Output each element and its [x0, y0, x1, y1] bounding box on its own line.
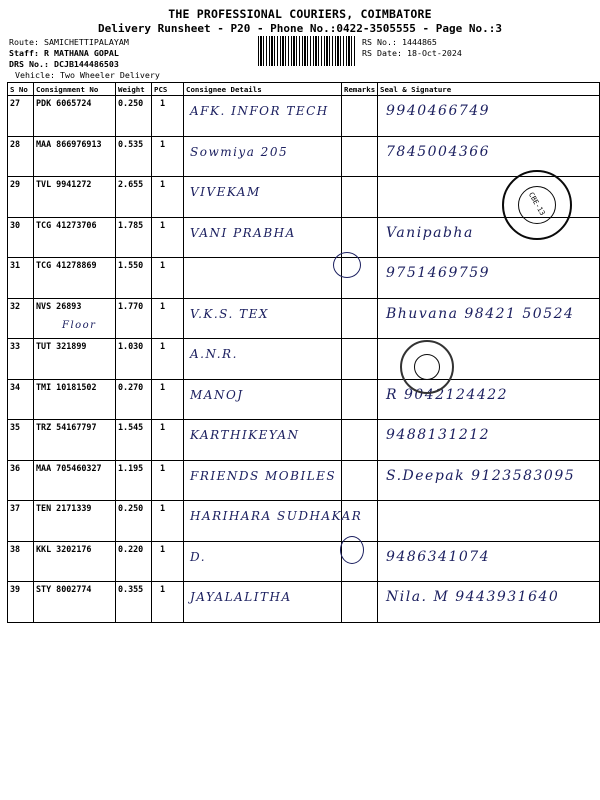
cell-consignment-no-text: NVS 26893 — [36, 300, 82, 311]
handwritten-note: Floor — [62, 319, 97, 331]
cell-sno — [8, 339, 34, 380]
cell-consignment-no-text: TEN 2171339 — [36, 503, 92, 513]
cell-remarks — [342, 96, 378, 137]
table-row — [8, 96, 600, 137]
handwritten-consignee: AFK. INFOR TECH — [190, 104, 329, 118]
cell-seal-signature — [378, 96, 600, 137]
staff-label: Staff: R MATHANA GOPAL — [9, 48, 119, 58]
cell-seal-signature — [378, 460, 600, 501]
cell-sno-text: 36 — [10, 462, 21, 473]
cell-consignment-no — [34, 582, 116, 623]
cell-sno-text: 39 — [10, 584, 21, 594]
cell-weight — [116, 460, 152, 501]
handwritten-consignee: KARTHIKEYAN — [190, 428, 300, 442]
vehicle-label: Vehicle: Two Wheeler Delivery — [15, 70, 160, 80]
cell-pcs-text: 1 — [160, 584, 166, 594]
barcode — [258, 36, 356, 66]
cell-sno — [8, 136, 34, 177]
cell-sno — [8, 541, 34, 582]
table-row — [8, 258, 600, 299]
cell-consignment-no — [34, 298, 116, 339]
handwritten-signature: Nila. M 9443931640 — [386, 589, 560, 605]
table-row — [8, 379, 600, 420]
cell-remarks — [342, 582, 378, 623]
col-sno: S No — [8, 83, 34, 96]
handwritten-signature: 9751469759 — [386, 265, 491, 281]
cell-consignee — [184, 582, 342, 623]
cell-consignment-no — [34, 379, 116, 420]
cell-weight-text: 1.195 — [118, 462, 144, 473]
cell-pcs-text: 1 — [160, 462, 166, 473]
table-row — [8, 136, 600, 177]
cell-pcs-text: 1 — [160, 543, 166, 554]
cell-consignment-no-text: MAA 705460327 — [36, 462, 102, 473]
handwritten-signature: S.Deepak 9123583095 — [386, 467, 576, 484]
cell-pcs — [152, 501, 184, 542]
cell-weight — [116, 136, 152, 177]
cell-consignee — [184, 258, 342, 299]
cell-consignee — [184, 420, 342, 461]
handwritten-signature: Bhuvana 98421 50524 — [386, 305, 575, 322]
handwritten-signature: 9486341074 — [386, 548, 491, 565]
cell-sno-text: 27 — [10, 98, 21, 108]
cell-consignment-no — [34, 177, 116, 218]
cell-consignment-no — [34, 420, 116, 461]
handwritten-consignee: Sowmiya 205 — [190, 144, 289, 159]
cell-seal-signature — [378, 420, 600, 461]
cell-consignment-no — [34, 258, 116, 299]
cell-seal-signature — [378, 501, 600, 542]
col-seal-signature: Seal & Signature — [378, 83, 600, 96]
cell-sno-text: 31 — [10, 260, 21, 270]
handwritten-signature: Vanipabha — [386, 224, 474, 241]
cell-consignee — [184, 501, 363, 542]
cell-seal-signature — [378, 541, 600, 582]
cell-weight — [116, 217, 152, 258]
cell-weight-text: 2.655 — [118, 179, 144, 189]
cell-pcs — [152, 379, 184, 420]
remarks-mark — [333, 252, 361, 278]
cell-sno-text: 34 — [10, 381, 21, 392]
cell-consignment-no — [34, 460, 116, 501]
cell-consignee — [184, 541, 342, 582]
cell-weight-text: 1.550 — [118, 260, 144, 270]
cell-consignment-no — [34, 541, 116, 582]
cell-sno — [8, 217, 34, 258]
cell-weight-text: 1.770 — [118, 300, 144, 311]
cell-weight — [116, 258, 152, 299]
runsheet-subtitle: Delivery Runsheet - P20 - Phone No.:0422-3505555 - Page No.:3 — [98, 22, 502, 35]
cell-consignment-no-text: KKL 3202176 — [36, 543, 92, 554]
cell-sno-text: 32 — [10, 300, 21, 311]
cell-sno-text: 29 — [10, 179, 21, 189]
table-row — [8, 298, 600, 339]
cell-pcs-text: 1 — [160, 422, 166, 432]
cell-consignment-no-text: TCG 41278869 — [36, 260, 97, 270]
cell-pcs-text: 1 — [160, 503, 166, 513]
table-header-row — [8, 83, 600, 96]
handwritten-consignee: VANI PRABHA — [190, 225, 296, 240]
cell-pcs — [152, 582, 184, 623]
cell-sno — [8, 96, 34, 137]
cell-consignee — [184, 96, 342, 137]
cell-consignment-no-text: MAA 866976913 — [36, 138, 102, 149]
cell-sno-text: 37 — [10, 503, 21, 513]
route-label: Route: SAMICHETTIPALAYAM — [9, 37, 129, 47]
handwritten-signature: R 9042124422 — [386, 386, 509, 403]
cell-pcs — [152, 177, 184, 218]
cell-weight-text: 0.270 — [118, 381, 144, 392]
cell-pcs — [152, 339, 184, 380]
cell-sno — [8, 582, 34, 623]
cell-weight-text: 0.535 — [118, 138, 144, 149]
cell-sno-text: 28 — [10, 138, 21, 149]
runsheet-table — [7, 82, 600, 623]
cell-weight-text: 0.250 — [118, 503, 144, 513]
col-consignment: Consignment No — [34, 83, 116, 96]
cell-remarks — [342, 339, 378, 380]
cell-pcs-text: 1 — [160, 381, 166, 392]
rs-date: RS Date: 18-Oct-2024 — [362, 48, 462, 58]
cell-consignment-no-text: STY 8002774 — [36, 584, 92, 594]
handwritten-signature: 7845004366 — [386, 143, 491, 160]
drs-label: DRS No.: DCJB144486503 — [9, 59, 119, 69]
cell-weight — [116, 582, 152, 623]
cell-consignment-no-text: TCG 41273706 — [36, 219, 97, 230]
handwritten-consignee: VIVEKAM — [190, 185, 261, 199]
cell-pcs — [152, 298, 184, 339]
cell-consignee — [184, 460, 342, 501]
cell-remarks — [342, 298, 378, 339]
cell-weight — [116, 501, 152, 542]
cell-weight-text: 1.545 — [118, 422, 144, 432]
cell-weight — [116, 541, 152, 582]
cell-seal-signature — [378, 258, 600, 299]
cell-weight-text: 0.220 — [118, 543, 144, 554]
company-title: THE PROFESSIONAL COURIERS, COIMBATORE — [168, 7, 432, 21]
cell-remarks — [342, 379, 378, 420]
cell-pcs — [152, 136, 184, 177]
round-office-stamp — [400, 340, 454, 394]
col-weight: Weight — [116, 83, 152, 96]
rs-number: RS No.: 1444865 — [362, 37, 437, 47]
handwritten-consignee: A.N.R. — [190, 347, 238, 361]
table-row — [8, 420, 600, 461]
cell-consignment-no — [34, 96, 116, 137]
seal-code: CBE-13 — [526, 191, 547, 217]
cell-sno — [8, 298, 34, 339]
cell-weight — [116, 96, 152, 137]
cell-consignment-no-text: TMI 10181502 — [36, 381, 97, 392]
handwritten-signature: 9940466749 — [386, 103, 491, 119]
cell-seal-signature — [378, 298, 600, 339]
cell-pcs-text: 1 — [160, 341, 166, 351]
cell-consignment-no-text: TRZ 54167797 — [36, 422, 97, 432]
cell-sno-text: 33 — [10, 341, 21, 351]
table-row — [8, 582, 600, 623]
cell-consignee — [184, 379, 342, 420]
cell-seal-signature — [378, 582, 600, 623]
cell-consignment-no-text: TVL 9941272 — [36, 179, 92, 189]
cell-pcs-text: 1 — [160, 219, 166, 230]
cell-sno-text: 38 — [10, 543, 21, 554]
cell-pcs — [152, 541, 184, 582]
cell-sno — [8, 501, 34, 542]
cell-remarks — [342, 420, 378, 461]
cell-pcs — [152, 217, 184, 258]
cell-weight-text: 1.030 — [118, 341, 144, 351]
cell-consignment-no — [34, 339, 116, 380]
cell-pcs — [152, 460, 184, 501]
handwritten-signature: 9488131212 — [386, 427, 491, 443]
cell-consignee — [184, 298, 342, 339]
cell-consignment-no-text: TUT 321899 — [36, 341, 87, 351]
cell-pcs-text: 1 — [160, 300, 166, 311]
cell-pcs-text: 1 — [160, 138, 166, 149]
cell-remarks — [342, 501, 378, 542]
cell-sno — [8, 258, 34, 299]
cell-sno — [8, 177, 34, 218]
cell-weight — [116, 177, 152, 218]
cell-remarks — [342, 136, 378, 177]
cell-weight-text: 0.250 — [118, 98, 144, 108]
handwritten-consignee: HARIHARA SUDHAKAR — [190, 509, 363, 523]
cell-weight-text: 1.785 — [118, 219, 144, 230]
handwritten-consignee: JAYALALITHA — [190, 590, 292, 604]
cell-remarks — [342, 460, 378, 501]
cell-pcs — [152, 96, 184, 137]
cell-weight — [116, 379, 152, 420]
remarks-mark — [340, 536, 364, 564]
cell-seal-signature — [378, 136, 600, 177]
cell-consignment-no — [34, 217, 116, 258]
cell-weight — [116, 420, 152, 461]
table-row — [8, 501, 600, 542]
cell-consignee — [184, 136, 342, 177]
handwritten-consignee: D. — [190, 549, 207, 564]
cell-pcs-text: 1 — [160, 98, 166, 108]
handwritten-consignee: V.K.S. TEX — [190, 306, 269, 321]
table-row — [8, 339, 600, 380]
handwritten-consignee: MANOJ — [190, 387, 244, 402]
cell-consignee — [184, 177, 342, 218]
cell-weight-text: 0.355 — [118, 584, 144, 594]
cell-consignment-no-text: PDK 6065724 — [36, 98, 92, 108]
table-row — [8, 460, 600, 501]
table-row — [8, 541, 600, 582]
cell-sno-text: 30 — [10, 219, 21, 230]
cell-consignee — [184, 339, 342, 380]
cell-pcs-text: 1 — [160, 260, 166, 270]
cell-consignee — [184, 217, 342, 258]
handwritten-consignee: FRIENDS MOBILES — [190, 468, 337, 483]
school-seal-stamp — [502, 170, 572, 240]
cell-pcs — [152, 258, 184, 299]
cell-weight — [116, 339, 152, 380]
col-consignee: Consignee Details — [184, 83, 342, 96]
cell-sno-text: 35 — [10, 422, 21, 432]
col-remarks: Remarks — [342, 83, 378, 96]
cell-weight — [116, 298, 152, 339]
cell-sno — [8, 460, 34, 501]
cell-remarks — [342, 177, 378, 218]
cell-consignment-no — [34, 136, 116, 177]
cell-pcs-text: 1 — [160, 179, 166, 189]
cell-consignment-no — [34, 501, 116, 542]
cell-sno — [8, 420, 34, 461]
cell-sno — [8, 379, 34, 420]
cell-pcs — [152, 420, 184, 461]
col-pcs: PCS — [152, 83, 184, 96]
